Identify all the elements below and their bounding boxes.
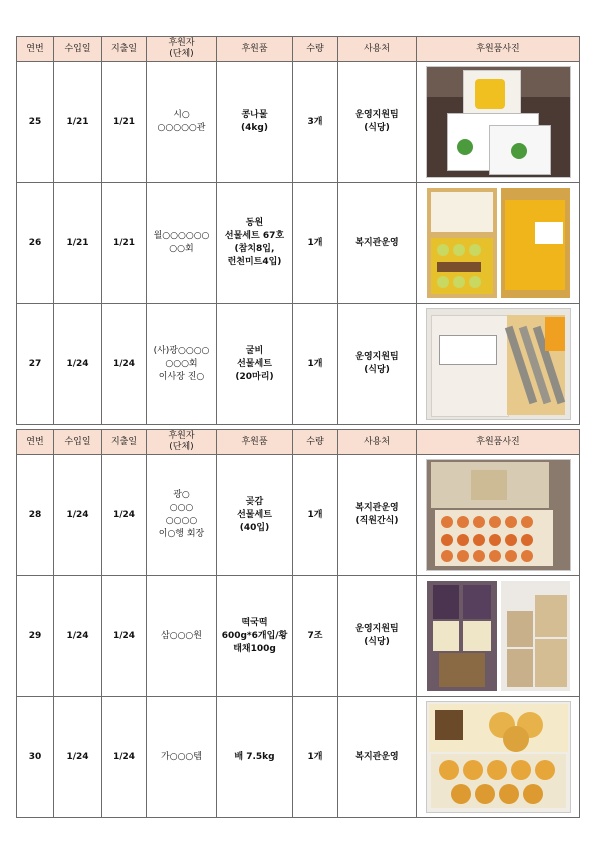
col-header-item: 후원품 [217, 37, 293, 62]
table-row [17, 455, 580, 576]
col-header-qty: 수량 [293, 37, 338, 62]
table-row [17, 697, 580, 818]
col-header-photo: 후원품사진 [417, 37, 580, 62]
cell-no: 28 [17, 455, 54, 576]
col-header-usage: 사용처 [338, 430, 417, 455]
rice-cake-packs-photo-icon [427, 581, 570, 691]
header-row [17, 37, 580, 62]
cell-qty: 1개 [293, 697, 338, 818]
col-header-out-date: 지출일 [102, 430, 147, 455]
pear-box-photo-icon [426, 701, 571, 813]
cell-no: 26 [17, 183, 54, 304]
col-header-donor: 후원자 (단체) [147, 37, 217, 62]
header-row [17, 430, 580, 455]
table-row [17, 183, 580, 304]
cell-item: 동원 선물세트 67호 (참치8입, 런천미트4입) [217, 183, 293, 304]
cell-usage: 운영지원팀 (식당) [338, 304, 417, 425]
cell-qty: 1개 [293, 183, 338, 304]
cell-no: 27 [17, 304, 54, 425]
fish-gift-box-photo-icon [426, 308, 571, 420]
col-header-item: 후원품 [217, 430, 293, 455]
col-header-no: 연번 [17, 37, 54, 62]
table-row [17, 576, 580, 697]
cell-item: 굴비 선물세트 (20마리) [217, 304, 293, 425]
cell-usage: 복지관운영 (직원간식) [338, 455, 417, 576]
table-row [17, 304, 580, 425]
cell-usage: 복지관운영 [338, 183, 417, 304]
cell-in-date: 1/21 [54, 183, 102, 304]
cell-donor: 가○○○템 [147, 697, 217, 818]
col-header-qty: 수량 [293, 430, 338, 455]
donation-table-2 [16, 429, 580, 818]
cell-qty: 1개 [293, 304, 338, 425]
table-row [17, 62, 580, 183]
cell-usage: 운영지원팀 (식당) [338, 62, 417, 183]
cell-donor: 삼○○○원 [147, 576, 217, 697]
cell-in-date: 1/24 [54, 304, 102, 425]
cell-donor: 광○ ○○○ ○○○○ 이○행 회장 [147, 455, 217, 576]
cell-item: 떡국떡 600g*6개입/황 태채100g [217, 576, 293, 697]
persimmon-box-photo-icon [426, 459, 571, 571]
cell-in-date: 1/24 [54, 697, 102, 818]
donation-table-1 [16, 36, 580, 425]
tuna-gift-set-photo-icon [427, 188, 570, 298]
cell-item: 배 7.5kg [217, 697, 293, 818]
cell-in-date: 1/24 [54, 576, 102, 697]
cell-qty: 3개 [293, 62, 338, 183]
cell-donor: 월○○○○○○ ○○회 [147, 183, 217, 304]
cell-qty: 1개 [293, 455, 338, 576]
col-header-in-date: 수입일 [54, 37, 102, 62]
cell-no: 30 [17, 697, 54, 818]
cell-qty: 7조 [293, 576, 338, 697]
col-header-photo: 후원품사진 [417, 430, 580, 455]
cell-usage: 복지관운영 [338, 697, 417, 818]
cell-donor: (사)광○○○○ ○○○회 이사장 진○ [147, 304, 217, 425]
cell-no: 25 [17, 62, 54, 183]
cell-in-date: 1/21 [54, 62, 102, 183]
cell-out-date: 1/24 [102, 697, 147, 818]
col-header-usage: 사용처 [338, 37, 417, 62]
cell-item: 콩나물 (4kg) [217, 62, 293, 183]
cell-out-date: 1/24 [102, 576, 147, 697]
box-stack-photo-icon [426, 66, 571, 178]
cell-no: 29 [17, 576, 54, 697]
cell-donor: 시○ ○○○○○관 [147, 62, 217, 183]
cell-out-date: 1/21 [102, 62, 147, 183]
cell-item: 곶감 선물세트 (40입) [217, 455, 293, 576]
cell-in-date: 1/24 [54, 455, 102, 576]
col-header-in-date: 수입일 [54, 430, 102, 455]
cell-out-date: 1/21 [102, 183, 147, 304]
cell-out-date: 1/24 [102, 304, 147, 425]
cell-out-date: 1/24 [102, 455, 147, 576]
col-header-donor: 후원자 (단체) [147, 430, 217, 455]
col-header-no: 연번 [17, 430, 54, 455]
col-header-out-date: 지출일 [102, 37, 147, 62]
cell-usage: 운영지원팀 (식당) [338, 576, 417, 697]
